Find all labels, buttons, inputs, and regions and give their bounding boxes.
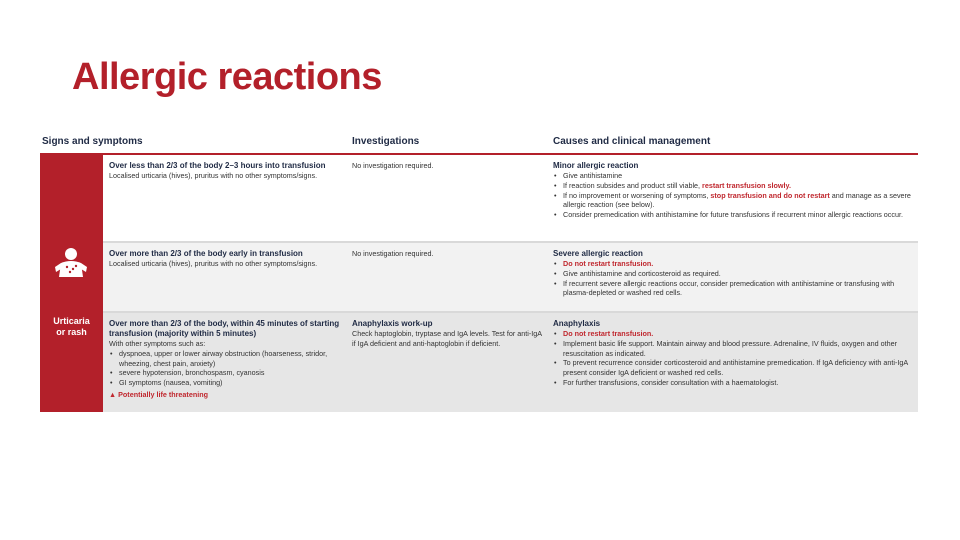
slide-title: Allergic reactions <box>72 56 382 98</box>
list-item: • Implement basic life support. Maintain airway and blood pressure. Adrenaline, IV fluids, oxygen and other resuscitation as indicated. <box>553 339 913 359</box>
management-list <box>553 259 913 298</box>
management-cell: Anaphylaxis • Do not restart transfusion. • Implement basic life support. Maintain airway and blood pressure. Adrenaline, IV fluids, oxygen and other resuscitation as indicated. • To prevent recurrence consider corticosteroid and antihistamine premedication. If IgA deficiency with anti-IgA present consider IgA deficient or washed red cells. • For further transfusions, consider consultation with a haematologist. <box>553 319 913 388</box>
list-item: • Consider premedication with antihistamine for future transfusions if recurrent minor allergic reactions occur. <box>553 210 913 220</box>
header-investigations: Investigations <box>352 136 420 147</box>
sign-cell: Over less than 2/3 of the body 2–3 hours into transfusion Localised urticaria (hives), pruritus with no other symptoms/signs. <box>109 161 326 180</box>
table-row <box>103 313 918 412</box>
header-signs: Signs and symptoms <box>42 136 143 147</box>
list-item: • severe hypotension, bronchospasm, cyanosis <box>109 368 341 378</box>
sign-cell: Over more than 2/3 of the body, within 45 minutes of starting transfusion (majority within 5 minutes) With other symptoms such as: • dyspnoea, upper or lower airway obstruction (hoarseness, stridor, wheezing, chest pain, anxiety) • severe hypotension, bronchospasm, cyanosis • GI symptoms (nausea, vomiting) ▲ Potentially life threatening <box>109 319 341 400</box>
allergic-reactions-table <box>40 133 918 412</box>
list-item: • Do not restart transfusion. <box>553 259 913 269</box>
management-cell: Severe allergic reaction • Do not restart transfusion. • Give antihistamine and corticosteroid as required. • If recurrent severe allergic reactions occur, consider premedication with antihistamine or transfusing with plasma-depleted or washed red cells. <box>553 249 913 298</box>
list-item: • GI symptoms (nausea, vomiting) <box>109 378 341 388</box>
table-header <box>40 133 918 155</box>
list-item: • For further transfusions, consider consultation with a haematologist. <box>553 378 913 388</box>
list-item: • Do not restart transfusion. <box>553 329 913 339</box>
life-threatening-warning: ▲ Potentially life threatening <box>109 389 208 399</box>
sign-cell: Over more than 2/3 of the body early in transfusion Localised urticaria (hives), pruritus with no other symptoms/signs. <box>109 249 318 268</box>
list-item: • If reaction subsides and product still viable, restart transfusion slowly. <box>553 181 913 191</box>
list-item: • If no improvement or worsening of symptoms, stop transfusion and do not restart and manage as a severe allergic reaction (see below). <box>553 191 913 211</box>
investigation-cell: No investigation required. <box>352 249 434 258</box>
management-list <box>553 329 913 388</box>
person-rash-icon <box>52 245 90 283</box>
side-category-column <box>40 155 103 412</box>
list-item: • To prevent recurrence consider corticosteroid and antihistamine premedication. If IgA deficiency with anti-IgA present consider IgA deficient or washed red cells. <box>553 358 913 378</box>
investigation-cell: Anaphylaxis work-up Check haptoglobin, tryptase and IgA levels. Test for anti-IgA if IgA deficient and anti-haptoglobin if deficient. <box>352 319 542 348</box>
header-causes: Causes and clinical management <box>553 136 711 147</box>
list-item: • If recurrent severe allergic reactions occur, consider premedication with antihistamine or transfusing with plasma-depleted or washed red cells. <box>553 279 913 299</box>
management-list <box>553 171 913 220</box>
investigation-cell: No investigation required. <box>352 161 434 170</box>
list-item: • Give antihistamine and corticosteroid as required. <box>553 269 913 279</box>
list-item: • dyspnoea, upper or lower airway obstruction (hoarseness, stridor, wheezing, chest pain, anxiety) <box>109 349 341 369</box>
list-item: • Give antihistamine <box>553 171 913 181</box>
table-row <box>103 243 918 311</box>
management-cell: Minor allergic reaction • Give antihistamine • If reaction subsides and product still viable, restart transfusion slowly. • If no improvement or worsening of symptoms, stop transfusion and do not restart and manage as a severe allergic reaction (see below). • Consider premedication with antihistamine for future transfusions if recurrent minor allergic reactions occur. <box>553 161 913 220</box>
table-row <box>103 155 918 241</box>
table-body <box>40 155 918 412</box>
warning-icon: ▲ <box>109 389 117 399</box>
symptom-list <box>109 349 341 388</box>
side-category-label: Urticaria or rash <box>53 316 90 337</box>
